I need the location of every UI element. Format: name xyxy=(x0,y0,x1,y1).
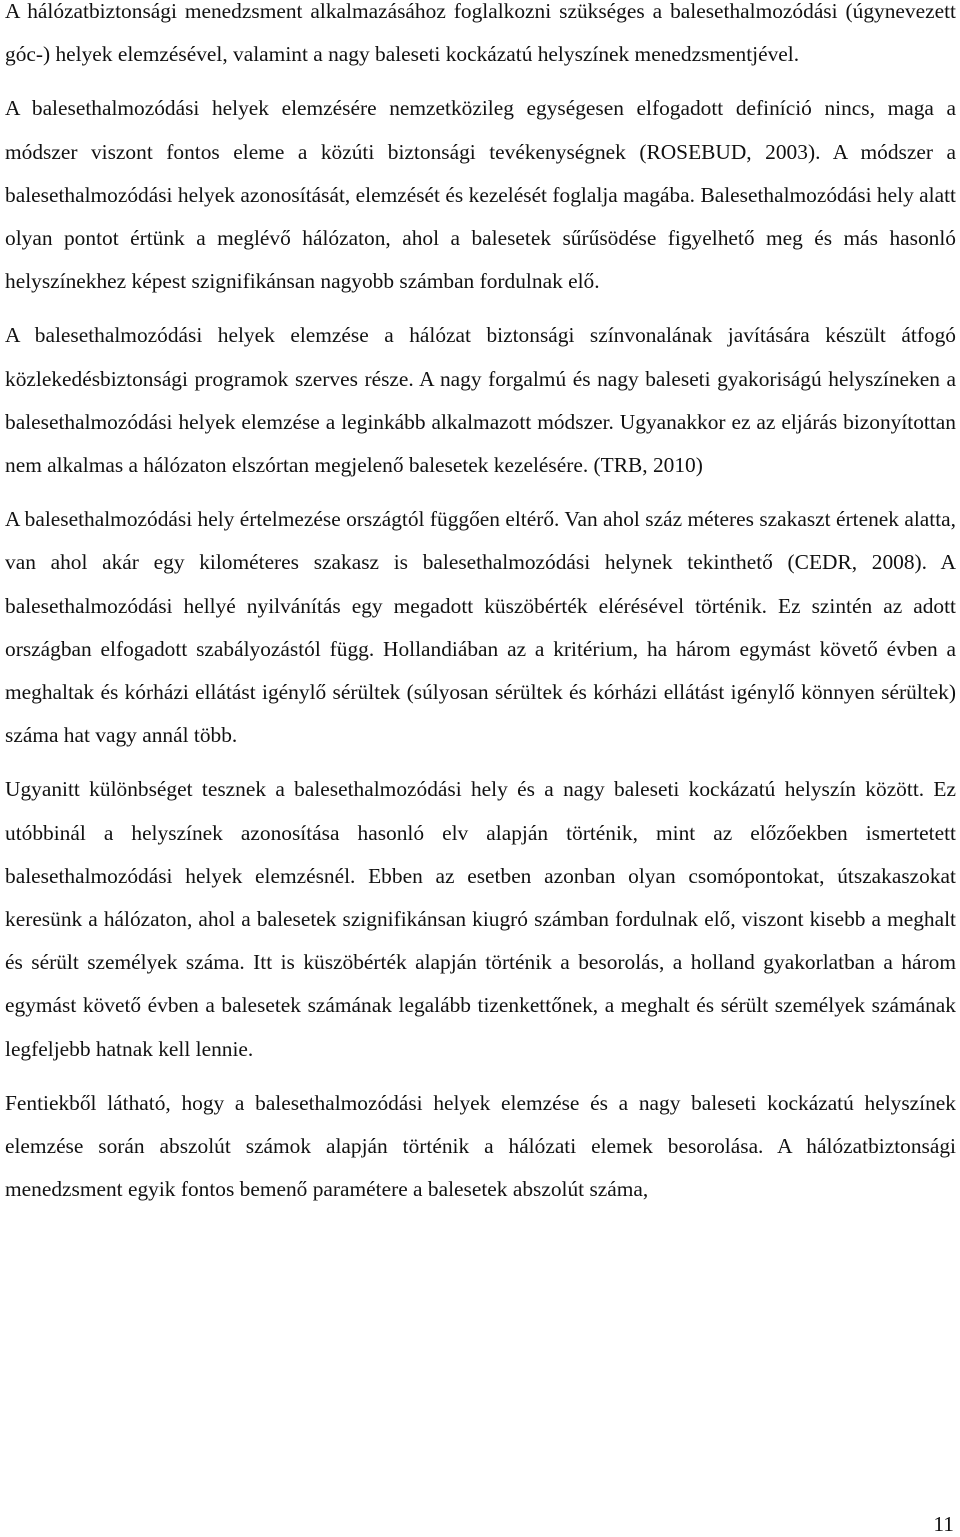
page-number: 11 xyxy=(933,1512,954,1536)
paragraph-analysis: A balesethalmozódási helyek elemzése a hálózat biztonsági színvonalának javítására készült átfogó közlekedésbiztonsági programok szerves része. A nagy forgalmú és nagy baleseti gyakoriságú helyszíneken a balesethalmozódási helyek elemzése a leginkább alkalmazott módszer. Ugyanakkor ez az eljárás bizonyítottan nem alkalmas a hálózaton elszórtan megjelenő balesetek kezelésére. (TRB, 2010) xyxy=(5,323,956,478)
paragraph-interpretation: A balesethalmozódási hely értelmezése országtól függően eltérő. Van ahol száz méteres szakaszt értenek alatta, van ahol akár egy kilométeres szakasz is balesethalmozódási helynek tekinthető (CEDR, 2008). A balesethalmozódási hellyé nyilvánítás egy megadott küszöbérték elérésével történik. Ez szintén az adott országban elfogadott szabályozástól függ. Hollandiában az a kritérium, ha három egymást követő évben a meghaltak és kórházi ellátást igénylő sérültek (súlyosan sérültek és kórházi ellátást igénylő könnyen sérültek) száma hat vagy annál több. xyxy=(5,507,956,748)
paragraph-definition: A balesethalmozódási helyek elemzésére nemzetközileg egységesen elfogadott definíció nincs, maga a módszer viszont fontos eleme a közúti biztonsági tevékenységnek (ROSEBUD, 2003). A módszer a balesethalmozódási helyek azonosítását, elemzését és kezelését foglalja magába. Balesethalmozódási hely alatt olyan pontot értünk a meglévő hálózaton, ahol a balesetek sűrűsödése figyelhető meg és más hasonló helyszínekhez képest szignifikánsan nagyobb számban fordulnak elő. xyxy=(5,96,956,294)
paragraph-intro: A hálózatbiztonsági menedzsment alkalmazásához foglalkozni szükséges a balesethalmozódási (úgynevezett góc-) helyek elemzésével, valamint a nagy baleseti kockázatú helyszínek menedzsmentjével. xyxy=(5,0,956,67)
body-text xyxy=(5,0,956,1223)
paragraph-high-risk-sites: Ugyanitt különbséget tesznek a balesethalmozódási hely és a nagy baleseti kockázatú helyszín között. Ez utóbbinál a helyszínek azonosítása hasonló elv alapján történik, mint az előzőekben ismertetett balesethalmozódási helyek elemzésnél. Ebben az esetben azonban olyan csomópontokat, útszakaszokat keresünk a hálózaton, ahol a balesetek szignifikánsan kiugró számban fordulnak elő, viszont kisebb a meghalt és sérült személyek száma. Itt is küszöbérték alapján történik a besorolás, a holland gyakorlatban a három egymást követő évben a balesetek számának legalább tizenkettőnek, a meghalt és sérült személyek számának legfeljebb hatnak kell lennie. xyxy=(5,777,956,1061)
paragraph-conclusion: Fentiekből látható, hogy a balesethalmozódási helyek elemzése és a nagy baleseti kockázatú helyszínek elemzése során abszolút számok alapján történik a hálózati elemek besorolása. A hálózatbiztonsági menedzsment egyik fontos bemenő paramétere a balesetek abszolút száma, xyxy=(5,1090,956,1202)
